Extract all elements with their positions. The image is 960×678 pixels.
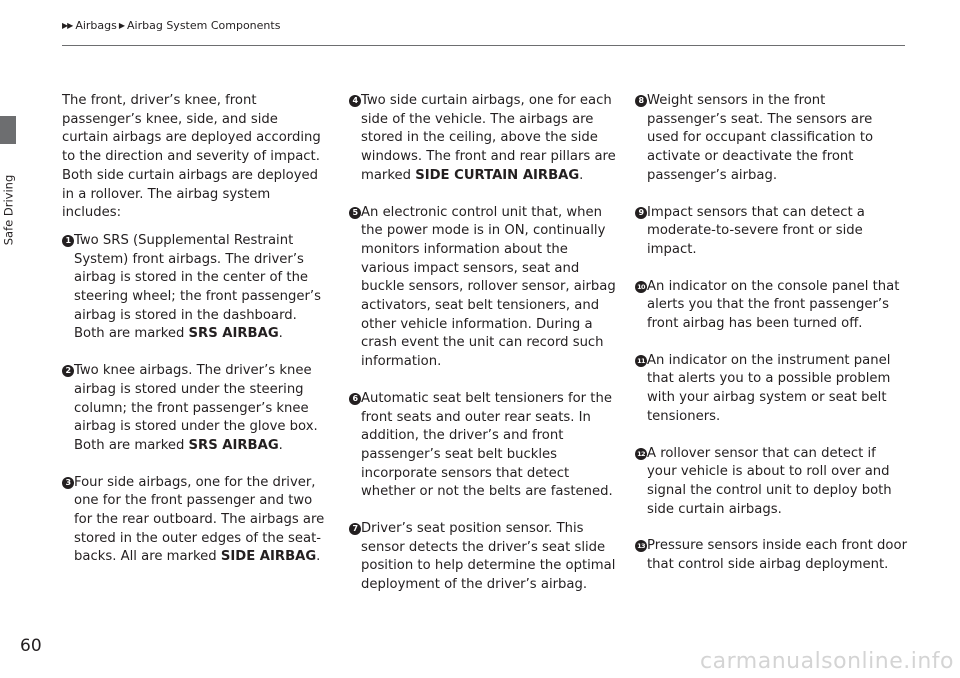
breadcrumb-arrow-icon: ▶▶ [62,21,73,30]
component-item-4: 4 Two side curtain airbags, one for each side of the vehicle. The airbags are stored in the ceiling, above the side windows. The front and rear pillars are marked SIDE CURTAIN AIRBAG. [349,92,617,186]
number-7-badge-icon: 7 [349,523,361,535]
number-8-badge-icon: 8 [635,95,647,107]
component-item-1: 1 Two SRS (Supplemental Restraint System) front airbags. The driver’s airbag is stored in the center of the steering wheel; the front passenger’s airbag is stored in the dashboard. Both are marked SRS AIRBAG. [62,232,327,344]
page-number: 60 [20,636,42,656]
component-item-3: 3 Four side airbags, one for the driver, one for the front passenger and two for the rear outboard. The airbags are stored in the outer edges of the seat-backs. All are marked SIDE AIRBAG. [62,474,327,568]
breadcrumb [62,19,282,32]
number-9-badge-icon: 9 [635,207,647,219]
component-item-9: 9 Impact sensors that can detect a moderate-to-severe front or side impact. [635,204,907,260]
section-label: Safe Driving [1,174,15,246]
column-1 [62,92,327,585]
number-10-badge-icon: 10 [635,281,647,293]
section-tab-marker [0,116,16,144]
number-5-badge-icon: 5 [349,207,361,219]
number-4-badge-icon: 4 [349,95,361,107]
number-12-badge-icon: 12 [635,448,647,460]
component-item-12: 12 A rollover sensor that can detect if your vehicle is about to roll over and signal the control unit to deploy both side curtain airbags. [635,445,907,520]
number-2-badge-icon: 2 [62,365,74,377]
intro-paragraph: The front, driver’s knee, front passenger’s knee, side, and side curtain airbags are deployed according to the direction and severity of impact. Both side curtain airbags are deployed in a rollover. The airbag system includes: [62,93,321,221]
breadcrumb-item-airbags[interactable]: Airbags [75,19,117,32]
breadcrumb-item-components: Airbag System Components [127,19,281,32]
number-1-badge-icon: 1 [62,235,74,247]
component-item-11: 11 An indicator on the instrument panel that alerts you to a possible problem with your airbag system or seat belt tensioners. [635,352,907,427]
number-6-badge-icon: 6 [349,393,361,405]
component-item-6: 6 Automatic seat belt tensioners for the front seats and outer rear seats. In addition, the driver’s and front passenger’s seat belt buckles incorporate sensors that detect whether or not the belts are fastened. [349,390,617,502]
component-item-8: 8 Weight sensors in the front passenger’s seat. The sensors are used for occupant classification to activate or deactivate the front passenger’s airbag. [635,92,907,186]
header-divider [62,45,905,46]
component-item-5: 5 An electronic control unit that, when the power mode is in ON, continually monitors information about the various impact sensors, seat and buckle sensors, rollover sensor, airbag activators, seat belt tensioners, and other vehicle information. During a crash event the unit can record such information. [349,204,617,372]
number-11-badge-icon: 11 [635,355,647,367]
component-item-10: 10 An indicator on the console panel that alerts you that the front passenger’s front airbag has been turned off. [635,278,907,334]
column-3 [635,92,907,593]
column-2 [349,92,617,613]
component-item-13: 13 Pressure sensors inside each front door that control side airbag deployment. [635,537,907,574]
number-13-badge-icon: 13 [635,540,647,552]
breadcrumb-arrow-icon: ▶ [118,21,125,30]
component-item-7: 7 Driver’s seat position sensor. This sensor detects the driver’s seat slide position to help determine the optimal deployment of the driver’s airbag. [349,520,617,595]
watermark: carmanualsonline.info [700,649,954,674]
number-3-badge-icon: 3 [62,477,74,489]
component-item-2: 2 Two knee airbags. The driver’s knee airbag is stored under the steering column; the front passenger’s knee airbag is stored under the glove box. Both are marked SRS AIRBAG. [62,362,327,456]
